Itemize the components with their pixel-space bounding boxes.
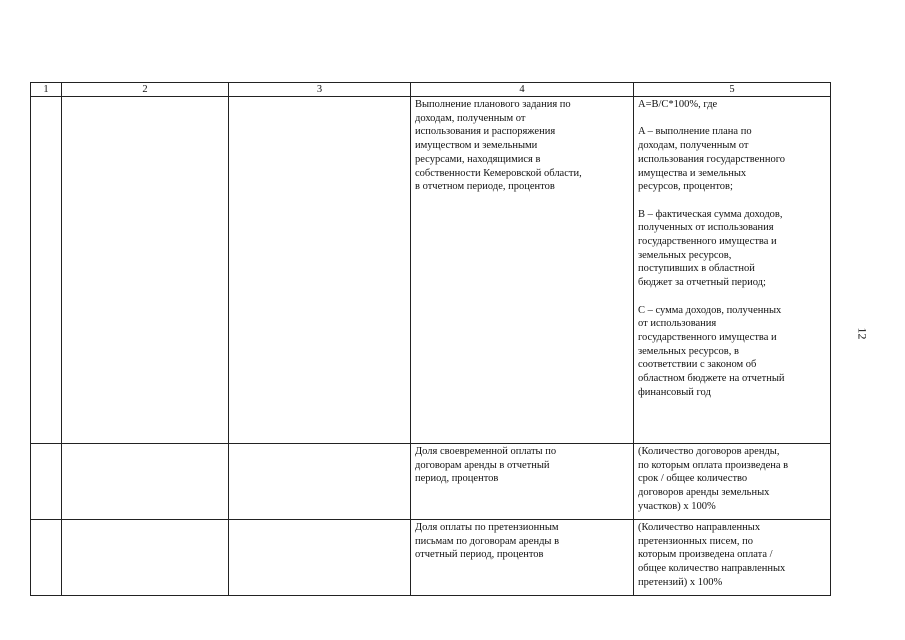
indicator-text: Выполнение планового задания по доходам, полученным от использования и распоряжения имуществом и земельными ресурсами, находящимися в собственности Кемеровской области, в отчетном периоде, процентов [415, 99, 582, 193]
indicators-table [30, 82, 831, 596]
formula-cell [634, 520, 831, 596]
table-row [31, 444, 831, 520]
formula-paragraph: (Количество направленных претензионных писем, по которым произведена оплата / общее количество направленных претензий) х 100% [638, 522, 786, 588]
column-header-2: 2 [62, 83, 229, 97]
measure-cell [229, 444, 411, 520]
formula-paragraph: A=B/C*100%, где [638, 99, 718, 110]
column-header-5: 5 [634, 83, 831, 97]
formula-cell [634, 444, 831, 520]
program-cell [62, 97, 229, 444]
formula-paragraph: C – сумма доходов, полученных от использования государственного имущества и земельных ресурсов, в соответствии с законом об областном бюджете на отчетный финансовый год [638, 304, 785, 398]
formula-paragraph: A – выполнение плана по доходам, полученным от использования государственного имущества и земельных ресурсов, процентов; [638, 126, 786, 193]
indicator-cell [411, 444, 634, 520]
formula-paragraph: B – фактическая сумма доходов, полученных от использования государственного имущества и земельных ресурсов, поступивших в областной бюджет за отчетный период; [638, 208, 783, 289]
table-header-row [31, 83, 831, 97]
indicator-text: Доля оплаты по претензионным письмам по договорам аренды в отчетный период, процентов [415, 522, 560, 561]
row-number-cell [31, 97, 62, 444]
program-cell [62, 520, 229, 596]
measure-cell [229, 520, 411, 596]
table-row [31, 97, 831, 444]
program-cell [62, 444, 229, 520]
row-number-cell [31, 520, 62, 596]
column-header-3: 3 [229, 83, 411, 97]
page-number: 12 [855, 327, 870, 340]
formula-paragraph: (Количество договоров аренды, по которым оплата произведена в срок / общее количество договоров аренды земельных участков) х 100% [638, 446, 789, 512]
indicator-cell [411, 97, 634, 444]
column-header-1: 1 [31, 83, 62, 97]
formula-cell [634, 97, 831, 444]
row-number-cell [31, 444, 62, 520]
column-header-4: 4 [411, 83, 634, 97]
indicator-cell [411, 520, 634, 596]
measure-cell [229, 97, 411, 444]
table-row [31, 520, 831, 596]
indicator-text: Доля своевременной оплаты по договорам аренды в отчетный период, процентов [415, 446, 557, 485]
